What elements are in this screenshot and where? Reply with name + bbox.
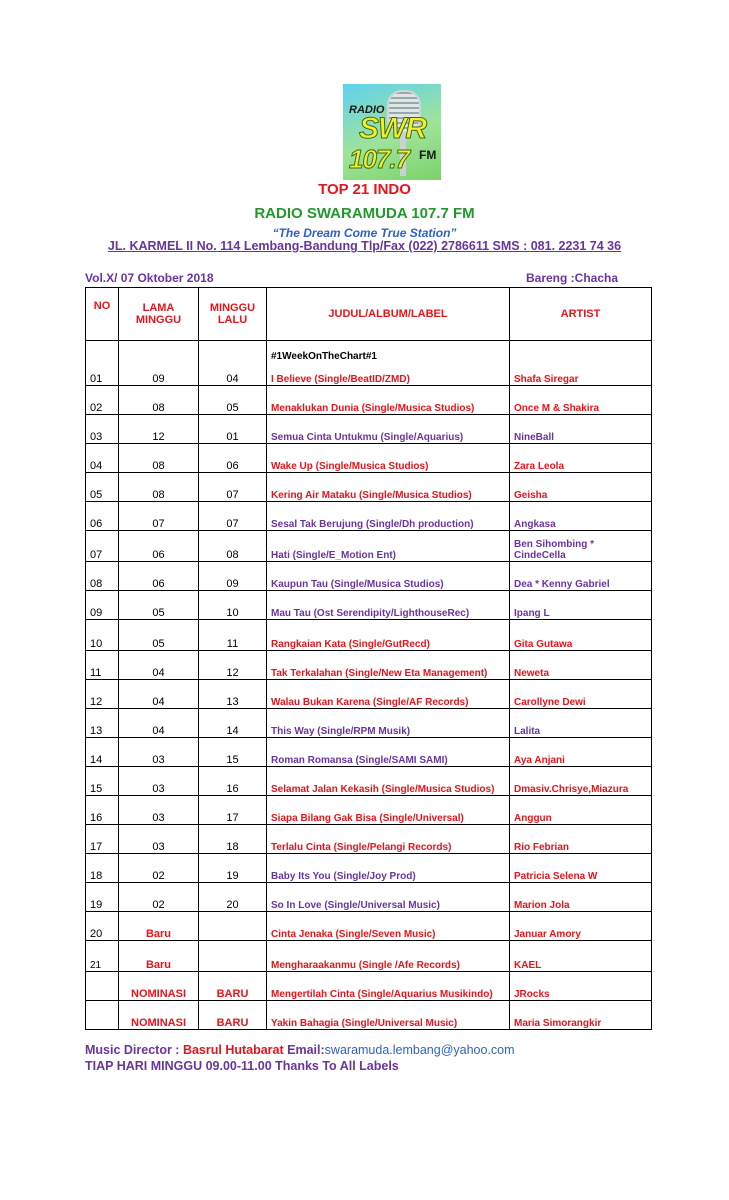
music-director-line [85, 1043, 515, 1057]
song-title-cell: Menaklukan Dunia (Single/Musica Studios) [267, 386, 510, 415]
weeks-on-chart-cell: 05 [119, 591, 199, 620]
header-lama-minggu: LAMA MINGGU [119, 288, 199, 341]
artist-cell: KAEL [510, 941, 652, 972]
rank-cell: 08 [86, 562, 119, 591]
header-artist: ARTIST [510, 288, 652, 341]
artist-cell: Gita Gutawa [510, 620, 652, 651]
last-week-cell: 01 [199, 415, 267, 444]
song-title-cell: Baby Its You (Single/Joy Prod) [267, 854, 510, 883]
weeks-on-chart-cell: 03 [119, 767, 199, 796]
artist-cell: Dea * Kenny Gabriel [510, 562, 652, 591]
rank-cell: 01 [86, 341, 119, 386]
logo-frequency-text: 107.7 [349, 144, 410, 174]
table-row [86, 562, 652, 591]
artist-cell: Carollyne Dewi [510, 680, 652, 709]
rank-cell: 10 [86, 620, 119, 651]
last-week-cell: 19 [199, 854, 267, 883]
weeks-on-chart-cell: Baru [119, 941, 199, 972]
rank-cell: 11 [86, 651, 119, 680]
last-week-cell: 14 [199, 709, 267, 738]
email-label: Email: [283, 1043, 325, 1057]
last-week-cell [199, 941, 267, 972]
artist-cell: Once M & Shakira [510, 386, 652, 415]
rank-cell: 04 [86, 444, 119, 473]
last-week-cell: 06 [199, 444, 267, 473]
song-title-cell: Cinta Jenaka (Single/Seven Music) [267, 912, 510, 941]
last-week-cell: 12 [199, 651, 267, 680]
table-row [86, 709, 652, 738]
rank-cell [86, 1001, 119, 1030]
last-week-cell: 10 [199, 591, 267, 620]
rank-cell: 20 [86, 912, 119, 941]
song-title-cell: Mau Tau (Ost Serendipity/LighthouseRec) [267, 591, 510, 620]
artist-cell: Patricia Selena W [510, 854, 652, 883]
chart-volume-date: Vol.X/ 07 Oktober 2018 [85, 271, 214, 285]
table-row [86, 444, 652, 473]
table-row [86, 825, 652, 854]
last-week-cell: 05 [199, 386, 267, 415]
table-row [86, 531, 652, 562]
header-no: NO [86, 288, 119, 341]
weeks-on-chart-cell: NOMINASI [119, 1001, 199, 1030]
artist-cell: Ben Sihombing * CindeCella [510, 531, 652, 562]
table-row [86, 738, 652, 767]
song-title-cell: So In Love (Single/Universal Music) [267, 883, 510, 912]
logo-swr-text: SWR [359, 112, 426, 145]
last-week-cell: 07 [199, 502, 267, 531]
table-row [86, 680, 652, 709]
weeks-on-chart-cell: 04 [119, 709, 199, 738]
table-row [86, 796, 652, 825]
station-address: JL. KARMEL II No. 114 Lembang-Bandung Tlp/Fax (022) 2786611 SMS : 081. 2231 74 36 [107, 239, 622, 253]
weeks-on-chart-cell: 02 [119, 883, 199, 912]
weeks-on-chart-cell: 03 [119, 796, 199, 825]
table-row [86, 912, 652, 941]
rank-cell: 14 [86, 738, 119, 767]
song-title-cell: Kaupun Tau (Single/Musica Studios) [267, 562, 510, 591]
artist-cell: Januar Amory [510, 912, 652, 941]
artist-cell: Zara Leola [510, 444, 652, 473]
artist-cell: Lalita [510, 709, 652, 738]
rank-cell: 05 [86, 473, 119, 502]
rank-cell: 13 [86, 709, 119, 738]
artist-cell: Rio Febrian [510, 825, 652, 854]
artist-cell: Dmasiv.Chrisye,Miazura [510, 767, 652, 796]
weeks-on-chart-cell: 03 [119, 738, 199, 767]
last-week-cell: 04 [199, 341, 267, 386]
weeks-on-chart-cell: 06 [119, 562, 199, 591]
chart-table [85, 287, 652, 1030]
artist-cell: Neweta [510, 651, 652, 680]
table-row [86, 502, 652, 531]
song-title-cell: This Way (Single/RPM Musik) [267, 709, 510, 738]
chart-host: Bareng :Chacha [526, 271, 619, 285]
last-week-cell: 20 [199, 883, 267, 912]
song-title-cell: Semua Cinta Untukmu (Single/Aquarius) [267, 415, 510, 444]
weeks-on-chart-cell: 08 [119, 386, 199, 415]
artist-cell: Geisha [510, 473, 652, 502]
song-title-cell: Roman Romansa (Single/SAMI SAMI) [267, 738, 510, 767]
artist-cell: JRocks [510, 972, 652, 1001]
weeks-on-chart-cell: 03 [119, 825, 199, 854]
artist-cell: NineBall [510, 415, 652, 444]
rank-cell: 17 [86, 825, 119, 854]
weeks-on-chart-cell: 07 [119, 502, 199, 531]
artist-cell: Anggun [510, 796, 652, 825]
last-week-cell: 18 [199, 825, 267, 854]
last-week-cell: BARU [199, 1001, 267, 1030]
song-title-cell: Hati (Single/E_Motion Ent) [267, 531, 510, 562]
table-row [86, 473, 652, 502]
director-label: Music Director : [85, 1043, 183, 1057]
table-row [86, 854, 652, 883]
header-judul: JUDUL/ALBUM/LABEL [267, 288, 510, 341]
last-week-cell: 13 [199, 680, 267, 709]
song-title-cell: Siapa Bilang Gak Bisa (Single/Universal) [267, 796, 510, 825]
table-row [86, 341, 652, 386]
rank-cell: 15 [86, 767, 119, 796]
table-row [86, 591, 652, 620]
station-logo [343, 84, 441, 180]
artist-cell: Aya Anjani [510, 738, 652, 767]
weeks-on-chart-cell: 04 [119, 651, 199, 680]
table-row [86, 415, 652, 444]
weeks-on-chart-cell: 08 [119, 473, 199, 502]
table-row [86, 972, 652, 1001]
last-week-cell: 11 [199, 620, 267, 651]
table-row [86, 767, 652, 796]
weeks-on-chart-cell: 06 [119, 531, 199, 562]
rank-cell: 18 [86, 854, 119, 883]
last-week-cell: BARU [199, 972, 267, 1001]
song-title-cell: Wake Up (Single/Musica Studios) [267, 444, 510, 473]
logo-radio-text: RADIO [349, 104, 385, 116]
song-title-cell: Rangkaian Kata (Single/GutRecd) [267, 620, 510, 651]
rank-cell [86, 972, 119, 1001]
artist-cell: Ipang L [510, 591, 652, 620]
song-title-cell: Selamat Jalan Kekasih (Single/Musica Studios) [267, 767, 510, 796]
song-title-cell: Sesal Tak Berujung (Single/Dh production) [267, 502, 510, 531]
table-header-row [86, 288, 652, 341]
last-week-cell: 16 [199, 767, 267, 796]
rank-cell: 07 [86, 531, 119, 562]
last-week-cell: 17 [199, 796, 267, 825]
song-title-cell: Yakin Bahagia (Single/Universal Music) [267, 1001, 510, 1030]
last-week-cell: 15 [199, 738, 267, 767]
song-title-cell: Walau Bukan Karena (Single/AF Records) [267, 680, 510, 709]
artist-cell: Angkasa [510, 502, 652, 531]
rank-cell: 03 [86, 415, 119, 444]
last-week-cell [199, 912, 267, 941]
header-minggu-lalu: MINGGU LALU [199, 288, 267, 341]
last-week-cell: 09 [199, 562, 267, 591]
rank-cell: 02 [86, 386, 119, 415]
logo-fm-text: FM [419, 148, 437, 162]
rank-cell: 12 [86, 680, 119, 709]
director-name: Basrul Hutabarat [182, 1043, 284, 1057]
weeks-on-chart-cell: 08 [119, 444, 199, 473]
station-tagline: “The Dream Come True Station” [272, 226, 457, 240]
table-row [86, 651, 652, 680]
song-title-cell: Terlalu Cinta (Single/Pelangi Records) [267, 825, 510, 854]
song-title-cell: Tak Terkalahan (Single/New Eta Management) [267, 651, 510, 680]
chart-title: TOP 21 INDO [318, 181, 411, 198]
station-name: RADIO SWARAMUDA 107.7 FM [254, 205, 475, 222]
song-title-text: I Believe (Single/BeatID/ZMD) [271, 374, 410, 385]
table-row [86, 941, 652, 972]
rank-cell: 06 [86, 502, 119, 531]
artist-cell: Maria Simorangkir [510, 1001, 652, 1030]
weeks-on-chart-cell: Baru [119, 912, 199, 941]
rank-cell: 21 [86, 941, 119, 972]
broadcast-schedule: TIAP HARI MINGGU 09.00-11.00 Thanks To All Labels [85, 1059, 399, 1073]
rank-cell: 19 [86, 883, 119, 912]
week-note: #1WeekOnTheChart#1 [271, 351, 377, 362]
weeks-on-chart-cell: 09 [119, 341, 199, 386]
song-title-cell [267, 341, 510, 386]
weeks-on-chart-cell: 05 [119, 620, 199, 651]
last-week-cell: 08 [199, 531, 267, 562]
song-title-cell: Mengharaakanmu (Single /Afe Records) [267, 941, 510, 972]
artist-cell: Marion Jola [510, 883, 652, 912]
email-link[interactable]: swaramuda.lembang@yahoo.com [324, 1043, 515, 1057]
rank-cell: 09 [86, 591, 119, 620]
song-title-cell: Mengertilah Cinta (Single/Aquarius Musikindo) [267, 972, 510, 1001]
last-week-cell: 07 [199, 473, 267, 502]
table-row [86, 883, 652, 912]
song-title-cell: Kering Air Mataku (Single/Musica Studios) [267, 473, 510, 502]
rank-cell: 16 [86, 796, 119, 825]
weeks-on-chart-cell: 04 [119, 680, 199, 709]
table-row [86, 1001, 652, 1030]
artist-cell: Shafa Siregar [510, 341, 652, 386]
weeks-on-chart-cell: NOMINASI [119, 972, 199, 1001]
table-row [86, 386, 652, 415]
weeks-on-chart-cell: 02 [119, 854, 199, 883]
weeks-on-chart-cell: 12 [119, 415, 199, 444]
table-row [86, 620, 652, 651]
